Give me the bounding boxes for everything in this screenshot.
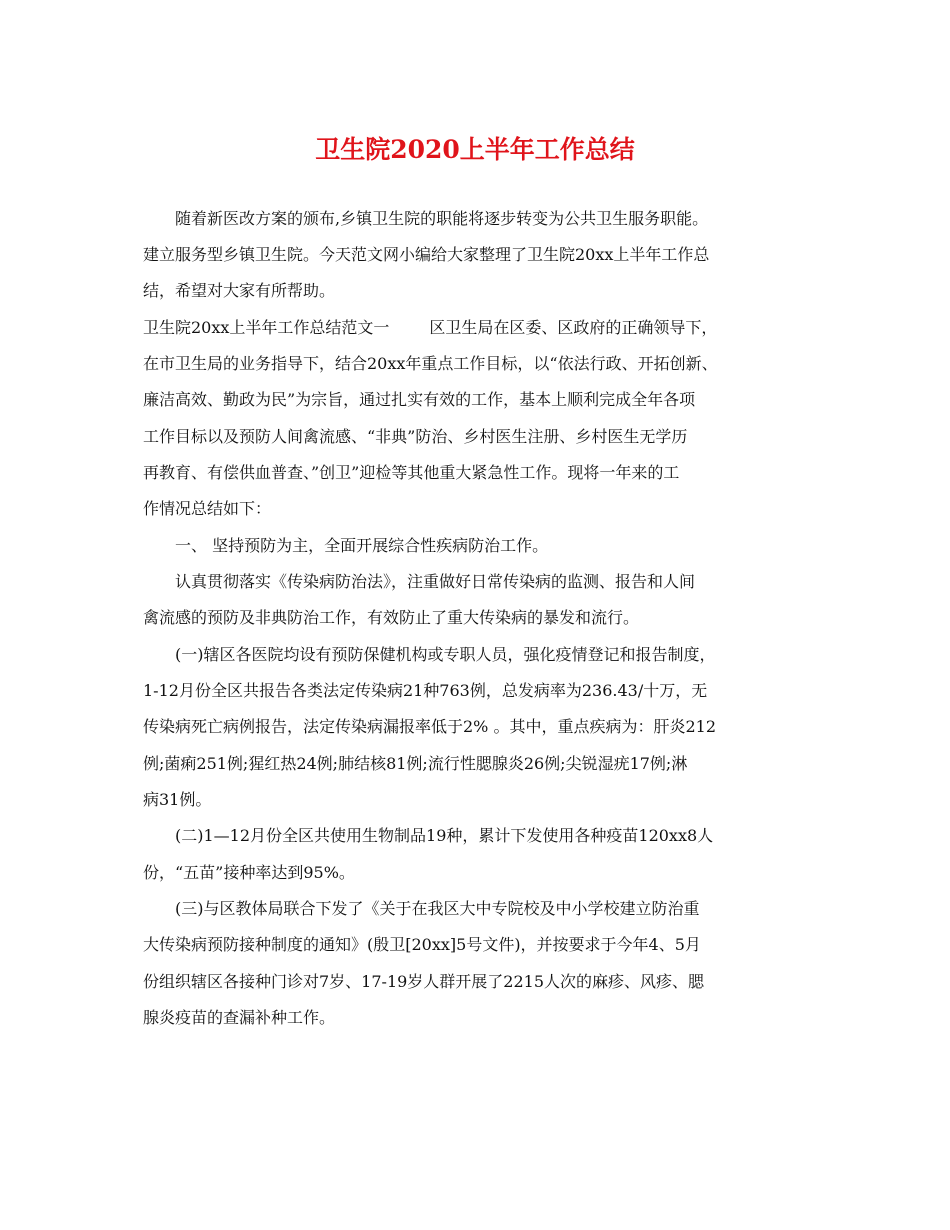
text-line-17: 病31例。 (143, 790, 212, 809)
text-line-3: 结，希望对大家有所帮助。 (143, 281, 336, 300)
section-heading-sample-one: 卫生院20xx上半年工作总结范文一 (143, 318, 390, 337)
text-line-21: 大传染病预防接种制度的通知》(殷卫[20xx]5号文件)，并按要求于今年4、5月 (143, 935, 701, 954)
text-line-22: 份组织辖区各接种门诊对7岁、17-19岁人群开展了2215人次的麻疹、风疹、腮 (143, 972, 705, 991)
text-line-20: (三)与区教体局联合下发了《关于在我区大中专院校及中小学校建立防治重 (175, 899, 700, 918)
text-line-4-continuation: 区卫生局在区委、区政府的正确领导下， (429, 318, 718, 337)
text-line-23: 腺炎疫苗的查漏补种工作。 (143, 1008, 336, 1027)
text-line-13: (一)辖区各医院均设有预防保健机构或专职人员，强化疫情登记和报告制度， (175, 645, 716, 664)
section-heading-one: 一、 坚持预防为主，全面开展综合性疾病防治工作。 (175, 536, 549, 555)
text-line-16: 例;菌痢251例;猩红热24例;肺结核81例;流行性腮腺炎26例;尖锐湿疣17例;淋 (143, 754, 688, 773)
text-line-5: 在市卫生局的业务指导下，结合20xx年重点工作目标，以“依法行政、开拓创新、 (143, 354, 718, 373)
text-line-4 (143, 316, 717, 340)
text-line-15: 传染病死亡病例报告，法定传染病漏报率低于2% 。其中，重点疾病为：肝炎212 (143, 717, 717, 736)
text-line-12: 禽流感的预防及非典防治工作，有效防止了重大传染病的暴发和流行。 (143, 608, 640, 627)
text-line-1: 随着新医改方案的颁布,乡镇卫生院的职能将逐步转变为公共卫生服务职能。 (175, 209, 709, 228)
text-line-18: (二)1—12月份全区共使用生物制品19种，累计下发使用各种疫苗120xx8人 (175, 826, 714, 845)
text-line-14: 1-12月份全区共报告各类法定传染病21种763例，总发病率为236.43/十万，无 (143, 681, 708, 700)
text-line-2: 建立服务型乡镇卫生院。今天范文网小编给大家整理了卫生院20xx上半年工作总 (143, 245, 710, 264)
text-line-11: 认真贯彻落实《传染病防治法》，注重做好日常传染病的监测、报告和人间 (175, 572, 696, 591)
text-line-19: 份，“五苗”接种率达到95%。 (143, 863, 355, 882)
document-title: 卫生院2020上半年工作总结 (315, 135, 635, 164)
text-line-9: 作情况总结如下： (143, 499, 272, 518)
text-line-8: 再教育、有偿供血普查、”创卫”迎检等其他重大紧急性工作。现将一年来的工 (143, 463, 680, 482)
text-line-7: 工作目标以及预防人间禽流感、“非典”防治、乡村医生注册、乡村医生无学历 (143, 427, 688, 446)
text-line-6: 廉洁高效、勤政为民”为宗旨，通过扎实有效的工作，基本上顺利完成全年各项 (143, 390, 696, 409)
